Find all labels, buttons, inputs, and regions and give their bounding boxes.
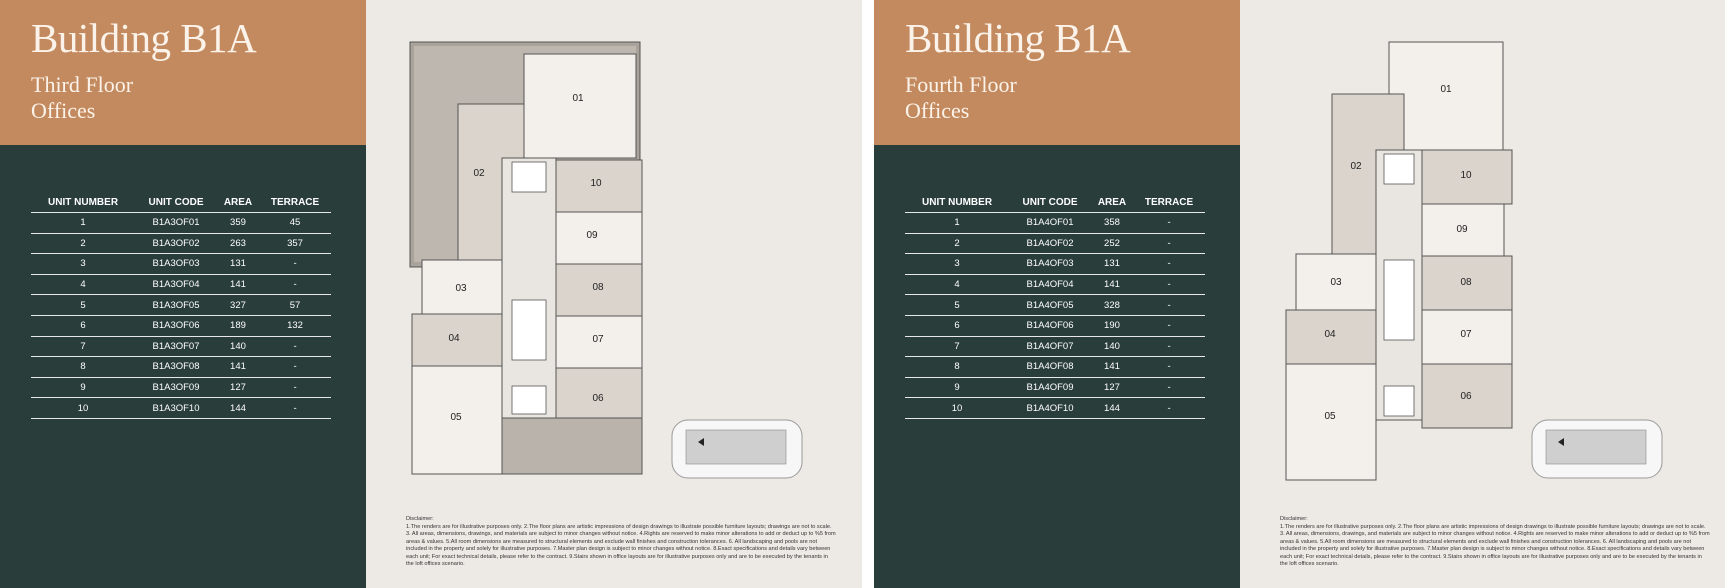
unit-code-cell: B1A4OF10 (1009, 398, 1091, 419)
disclaimer-heading: Disclaimer: (406, 516, 434, 522)
table-row (905, 377, 1205, 398)
floor-subtitle (905, 72, 1017, 124)
table-row (31, 274, 331, 295)
col-area: AREA (1091, 193, 1133, 213)
unit-label: 01 (572, 93, 584, 104)
unit-number-cell: 9 (905, 377, 1009, 398)
unit-code-cell: B1A4OF03 (1009, 254, 1091, 275)
unit-label: 02 (1350, 161, 1362, 172)
col-unit-code: UNIT CODE (1009, 193, 1091, 213)
unit-01-room (524, 54, 636, 158)
unit-code-cell: B1A4OF04 (1009, 274, 1091, 295)
unit-number-cell: 2 (905, 233, 1009, 254)
unit-number-cell: 1 (905, 213, 1009, 234)
terrace-cell: - (259, 336, 331, 357)
area-cell: 140 (217, 336, 259, 357)
unit-number-cell: 10 (905, 398, 1009, 419)
area-cell: 359 (217, 213, 259, 234)
unit-label: 08 (1460, 277, 1472, 288)
terrace-cell: - (1133, 357, 1205, 378)
unit-number-cell: 5 (905, 295, 1009, 316)
unit-number-cell: 7 (31, 336, 135, 357)
building-title: Building B1A (905, 15, 1131, 61)
area-cell: 327 (217, 295, 259, 316)
terrace-cell: - (1133, 377, 1205, 398)
terrace-cell: - (259, 274, 331, 295)
area-cell: 131 (1091, 254, 1133, 275)
disclaimer (1280, 516, 1710, 569)
floor-spread-third (0, 0, 862, 588)
unit-number-cell: 1 (31, 213, 135, 234)
terrace-cell: - (1133, 336, 1205, 357)
units-table-body (31, 213, 331, 419)
floor-use: Offices (905, 98, 970, 123)
terrace-cell: - (1133, 213, 1205, 234)
table-row (31, 213, 331, 234)
table-row (31, 377, 331, 398)
floor-name: Fourth Floor (905, 72, 1017, 97)
units-table-body (905, 213, 1205, 419)
floor-plan (366, 0, 862, 588)
table-row (905, 357, 1205, 378)
unit-label: 05 (1324, 411, 1336, 422)
unit-label: 05 (450, 412, 462, 423)
area-cell: 141 (1091, 274, 1133, 295)
unit-code-cell: B1A4OF06 (1009, 315, 1091, 336)
col-unit-code: UNIT CODE (135, 193, 217, 213)
terrace-cell: - (259, 254, 331, 275)
terrace-cell: - (1133, 233, 1205, 254)
unit-code-cell: B1A3OF10 (135, 398, 217, 419)
unit-05-room (1286, 364, 1376, 480)
disclaimer-text: 1.The renders are for illustrative purposes only. 2.The floor plans are artistic impressions of design drawings to illustrate possible furniture layouts; drawings are not to scale. 3. All areas, dimensions, drawings, and materials are subject to minor changes without notice. 4.Rights are reserved to make minor alterations to add or deduct up to %5 from areas & values. 5.All room dimensions are measured to structural elements and exclude wall finishes and construction tolerances. 6. All landscaping and pools are not included in the property and solely for illustrative purposes. 7.Master plan design is subject to minor changes without notice. 8.Exact specifications and details vary between each unit; For exact technical details, please refer to the contract. 9.Stairs shown in office layouts are for illustrative purposes only and are to be executed by the tenants in the loft offices scenario. (406, 523, 836, 567)
unit-number-cell: 7 (905, 336, 1009, 357)
stair-core-mid (1384, 260, 1414, 340)
unit-code-cell: B1A4OF01 (1009, 213, 1091, 234)
unit-label: 09 (586, 230, 598, 241)
stair-core-bottom (1384, 386, 1414, 416)
units-table (31, 193, 331, 419)
unit-code-cell: B1A3OF01 (135, 213, 217, 234)
terrace-cell: - (259, 357, 331, 378)
unit-label: 07 (1460, 329, 1472, 340)
table-row (905, 336, 1205, 357)
col-area: AREA (217, 193, 259, 213)
area-cell: 328 (1091, 295, 1133, 316)
col-unit-number: UNIT NUMBER (31, 193, 135, 213)
terrace-cell: 132 (259, 315, 331, 336)
col-terrace: TERRACE (1133, 193, 1205, 213)
area-cell: 190 (1091, 315, 1133, 336)
table-row (905, 254, 1205, 275)
area-cell: 263 (217, 233, 259, 254)
unit-code-cell: B1A3OF04 (135, 274, 217, 295)
unit-number-cell: 5 (31, 295, 135, 316)
area-cell: 131 (217, 254, 259, 275)
unit-label: 02 (473, 168, 485, 179)
area-cell: 358 (1091, 213, 1133, 234)
area-cell: 141 (217, 274, 259, 295)
floor-plan-panel (1240, 0, 1725, 588)
area-cell: 144 (217, 398, 259, 419)
terrace-cell: 57 (259, 295, 331, 316)
unit-label: 07 (592, 334, 604, 345)
unit-label: 06 (592, 393, 604, 404)
unit-number-cell: 2 (31, 233, 135, 254)
lower-terrace (502, 418, 642, 474)
unit-number-cell: 9 (31, 377, 135, 398)
unit-code-cell: B1A4OF08 (1009, 357, 1091, 378)
unit-number-cell: 8 (905, 357, 1009, 378)
terrace-cell: 357 (259, 233, 331, 254)
table-row (905, 233, 1205, 254)
stair-core-top (1384, 154, 1414, 184)
floor-spread-fourth (874, 0, 1725, 588)
table-row (31, 336, 331, 357)
unit-09-room (556, 212, 642, 264)
area-cell: 144 (1091, 398, 1133, 419)
unit-label: 09 (1456, 224, 1468, 235)
page-header (0, 0, 366, 145)
table-header-row (905, 193, 1205, 213)
unit-number-cell: 6 (31, 315, 135, 336)
floor-plan-panel (366, 0, 862, 588)
unit-number-cell: 3 (905, 254, 1009, 275)
unit-code-cell: B1A3OF03 (135, 254, 217, 275)
unit-code-cell: B1A3OF09 (135, 377, 217, 398)
terrace-cell: - (1133, 254, 1205, 275)
area-cell: 140 (1091, 336, 1133, 357)
unit-number-cell: 3 (31, 254, 135, 275)
stair-core-bottom (512, 386, 546, 414)
unit-number-cell: 10 (31, 398, 135, 419)
disclaimer-text: 1.The renders are for illustrative purposes only. 2.The floor plans are artistic impressions of design drawings to illustrate possible furniture layouts; drawings are not to scale. 3. All areas, dimensions, drawings, and materials are subject to minor changes without notice. 4.Rights are reserved to make minor alterations to add or deduct up to %5 from areas & values. 5.All room dimensions are measured to structural elements and exclude wall finishes and construction tolerances. 6. All landscaping and pools are not included in the property and solely for illustrative purposes. 7.Master plan design is subject to minor changes without notice. 8.Exact specifications and details vary between each unit; For exact technical details, please refer to the contract. 9.Stairs shown in office layouts are for illustrative purposes only and are to be executed by the tenants in the loft offices scenario. (1280, 523, 1710, 567)
stair-core-top (512, 162, 546, 192)
unit-label: 10 (590, 178, 602, 189)
unit-number-cell: 6 (905, 315, 1009, 336)
units-panel (0, 0, 366, 588)
stair-core-mid (512, 300, 546, 360)
units-panel (874, 0, 1240, 588)
floor-use: Offices (31, 98, 96, 123)
area-cell: 252 (1091, 233, 1133, 254)
unit-label: 04 (1324, 329, 1336, 340)
table-row (905, 274, 1205, 295)
table-header-row (31, 193, 331, 213)
key-plan-building (1546, 430, 1646, 464)
floor-name: Third Floor (31, 72, 134, 97)
terrace-cell: - (1133, 295, 1205, 316)
building-title: Building B1A (31, 15, 257, 61)
unit-label: 06 (1460, 391, 1472, 402)
terrace-cell: - (1133, 398, 1205, 419)
unit-label: 03 (1330, 277, 1342, 288)
area-cell: 127 (1091, 377, 1133, 398)
col-terrace: TERRACE (259, 193, 331, 213)
unit-01-room (1389, 42, 1503, 150)
table-row (31, 357, 331, 378)
unit-code-cell: B1A4OF02 (1009, 233, 1091, 254)
table-row (905, 398, 1205, 419)
area-cell: 189 (217, 315, 259, 336)
terrace-cell: - (259, 377, 331, 398)
table-row (31, 315, 331, 336)
unit-code-cell: B1A3OF07 (135, 336, 217, 357)
units-table (905, 193, 1205, 419)
unit-label: 01 (1440, 84, 1452, 95)
unit-code-cell: B1A3OF08 (135, 357, 217, 378)
page-header (874, 0, 1240, 145)
disclaimer (406, 516, 836, 569)
terrace-cell: - (259, 398, 331, 419)
unit-code-cell: B1A4OF09 (1009, 377, 1091, 398)
table-row (31, 233, 331, 254)
unit-code-cell: B1A4OF07 (1009, 336, 1091, 357)
unit-code-cell: B1A4OF05 (1009, 295, 1091, 316)
unit-label: 10 (1460, 170, 1472, 181)
terrace-cell: - (1133, 315, 1205, 336)
unit-code-cell: B1A3OF06 (135, 315, 217, 336)
unit-label: 08 (592, 282, 604, 293)
unit-number-cell: 8 (31, 357, 135, 378)
area-cell: 141 (1091, 357, 1133, 378)
floor-plan (1240, 0, 1725, 588)
unit-label: 04 (448, 333, 460, 344)
table-row (31, 254, 331, 275)
terrace-cell: 45 (259, 213, 331, 234)
key-plan-building (686, 430, 786, 464)
col-unit-number: UNIT NUMBER (905, 193, 1009, 213)
terrace-cell: - (1133, 274, 1205, 295)
table-row (31, 398, 331, 419)
table-row (905, 213, 1205, 234)
area-cell: 127 (217, 377, 259, 398)
unit-code-cell: B1A3OF05 (135, 295, 217, 316)
unit-label: 03 (455, 283, 467, 294)
unit-number-cell: 4 (31, 274, 135, 295)
floor-subtitle (31, 72, 133, 124)
area-cell: 141 (217, 357, 259, 378)
unit-number-cell: 4 (905, 274, 1009, 295)
disclaimer-heading: Disclaimer: (1280, 516, 1308, 522)
table-row (905, 315, 1205, 336)
unit-code-cell: B1A3OF02 (135, 233, 217, 254)
table-row (31, 295, 331, 316)
building-core (502, 158, 556, 418)
table-row (905, 295, 1205, 316)
